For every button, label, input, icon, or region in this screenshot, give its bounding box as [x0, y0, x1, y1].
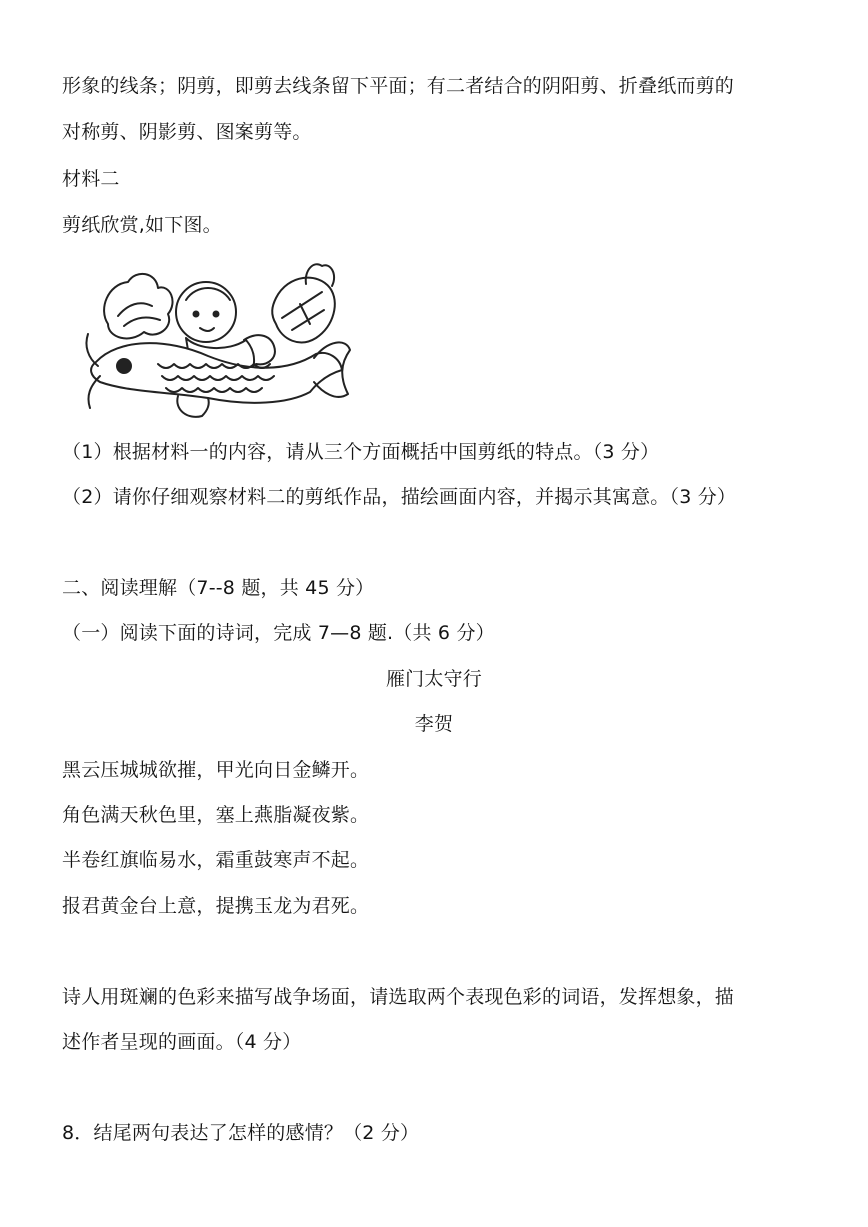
poem-line-2: 角色满天秋色里，塞上燕脂凝夜紫。: [62, 804, 370, 826]
poem-title: 雁门太守行: [385, 668, 482, 690]
material-one-line-1: 形象的线条；阴剪，即剪去线条留下平面；有二者结合的阴阳剪、折叠纸而剪的: [62, 75, 735, 97]
poem-line-1: 黑云压城城欲摧，甲光向日金鳞开。: [62, 759, 370, 781]
question-7-line-2: 述作者呈现的画面。（4 分）: [62, 1031, 302, 1053]
poem-line-3: 半卷红旗临易水，霜重鼓寒声不起。: [62, 849, 370, 871]
material-one-line-2: 对称剪、阴影剪、图案剪等。: [62, 121, 312, 143]
section-two-subheading: （一）阅读下面的诗词，完成 7—8 题.（共 6 分）: [62, 622, 495, 644]
material-two-caption: 剪纸欣赏,如下图。: [62, 214, 222, 236]
section-two-heading: 二、阅读理解（7--8 题，共 45 分）: [62, 577, 375, 599]
question-2: （2）请你仔细观察材料二的剪纸作品，描绘画面内容，并揭示其寓意。（3 分）: [62, 486, 737, 508]
question-7-line-1: 诗人用斑斓的色彩来描写战争场面，请选取两个表现色彩的词语，发挥想象，描: [62, 986, 735, 1008]
question-8: 8．结尾两句表达了怎样的感情？（2 分）: [62, 1122, 420, 1144]
paper-cut-image: [78, 254, 353, 422]
material-two-heading: 材料二: [62, 168, 120, 190]
poem-author: 李贺: [414, 713, 454, 735]
poem-line-4: 报君黄金台上意，提携玉龙为君死。: [62, 895, 370, 917]
question-1: （1）根据材料一的内容，请从三个方面概括中国剪纸的特点。（3 分）: [62, 441, 660, 463]
